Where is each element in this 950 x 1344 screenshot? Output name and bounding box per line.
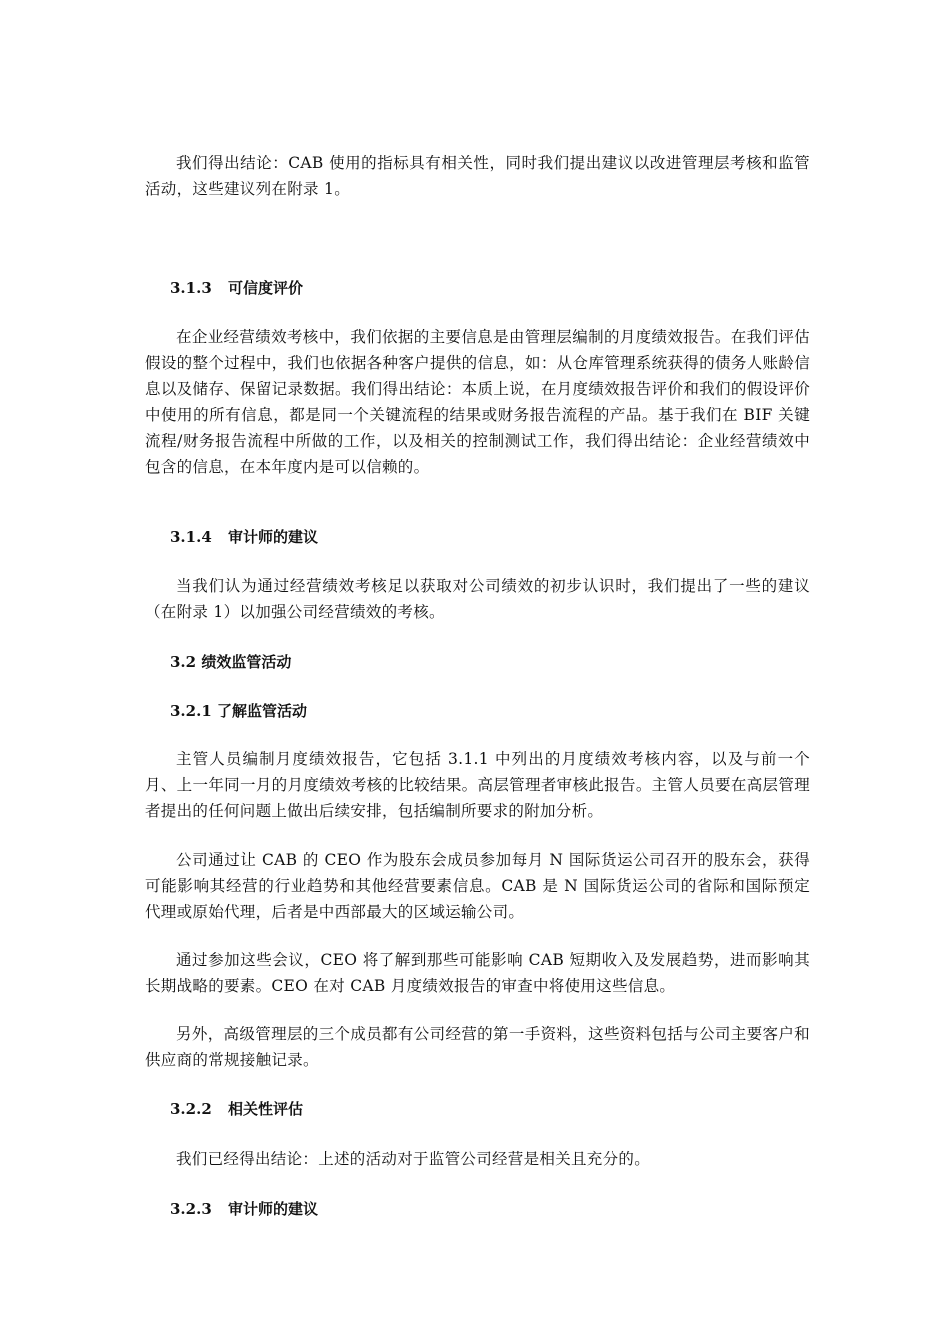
heading-3-2-2 <box>170 1098 835 1120</box>
paragraph-3-2-1-c: 通过参加这些会议，CEO 将了解到那些可能影响 CAB 短期收入及发展趋势，进而影响其长期战略的要素。CEO 在对 CAB 月度绩效报告的审查中将使用这些信息。 <box>145 951 810 995</box>
paragraph-3-2-1-d: 另外，高级管理层的三个成员都有公司经营的第一手资料，这些资料包括与公司主要客户和供应商的常规接触记录。 <box>145 1025 810 1069</box>
heading-3-2-1: 3.2.1 了解监管活动 <box>170 702 307 720</box>
paragraph-3-1-3: 在企业经营绩效考核中，我们依据的主要信息是由管理层编制的月度绩效报告。在我们评估假设的整个过程中，我们也依据各种客户提供的信息，如：从仓库管理系统获得的债务人账龄信息以及储存、保留记录数据。我们得出结论：本质上说，在月度绩效报告评价和我们的假设评价中使用的所有信息，都是同一个关键流程的结果或财务报告流程的产品。基于我们在 BIF 关键流程/财务报告流程中所做的工作，以及相关的控制测试工作，我们得出结论：企业经营绩效中包含的信息，在本年度内是可以信赖的。 <box>145 328 810 476</box>
paragraph-3-2-1-a: 主管人员编制月度绩效报告，它包括 3.1.1 中列出的月度绩效考核内容，以及与前一个月、上一年同一月的月度绩效考核的比较结果。高层管理者审核此报告。主管人员要在高层管理者提出的任何问题上做出后续安排，包括编制所要求的附加分析。 <box>145 750 810 820</box>
heading-number: 3.2.2 <box>170 1100 212 1118</box>
heading-title: 可信度评价 <box>228 279 304 297</box>
paragraph-3-2-1-b: 公司通过让 CAB 的 CEO 作为股东会成员参加每月 N 国际货运公司召开的股东会，获得可能影响其经营的行业趋势和其他经营要素信息。CAB 是 N 国际货运公司的省际和国际预定代理或原始代理，后者是中西部最大的区域运输公司。 <box>145 851 810 921</box>
heading-number: 3.1.4 <box>170 528 212 546</box>
heading-title: 相关性评估 <box>228 1100 304 1118</box>
paragraph-3-1-4: 当我们认为通过经营绩效考核足以获取对公司绩效的初步认识时，我们提出了一些的建议（在附录 1）以加强公司经营绩效的考核。 <box>145 577 810 621</box>
heading-title: 审计师的建议 <box>228 528 319 546</box>
heading-number: 3.1.3 <box>170 279 212 297</box>
paragraph-intro-conclusion: 我们得出结论：CAB 使用的指标具有相关性，同时我们提出建议以改进管理层考核和监管活动，这些建议列在附录 1。 <box>145 154 810 198</box>
heading-3-2-3 <box>170 1198 835 1220</box>
heading-title: 审计师的建议 <box>228 1200 319 1218</box>
heading-3-1-3 <box>170 277 835 299</box>
heading-number: 3.2.3 <box>170 1200 212 1218</box>
heading-3-1-4 <box>170 526 835 548</box>
heading-3-2: 3.2 绩效监管活动 <box>170 653 292 671</box>
paragraph-3-2-2: 我们已经得出结论：上述的活动对于监管公司经营是相关且充分的。 <box>176 1150 651 1168</box>
